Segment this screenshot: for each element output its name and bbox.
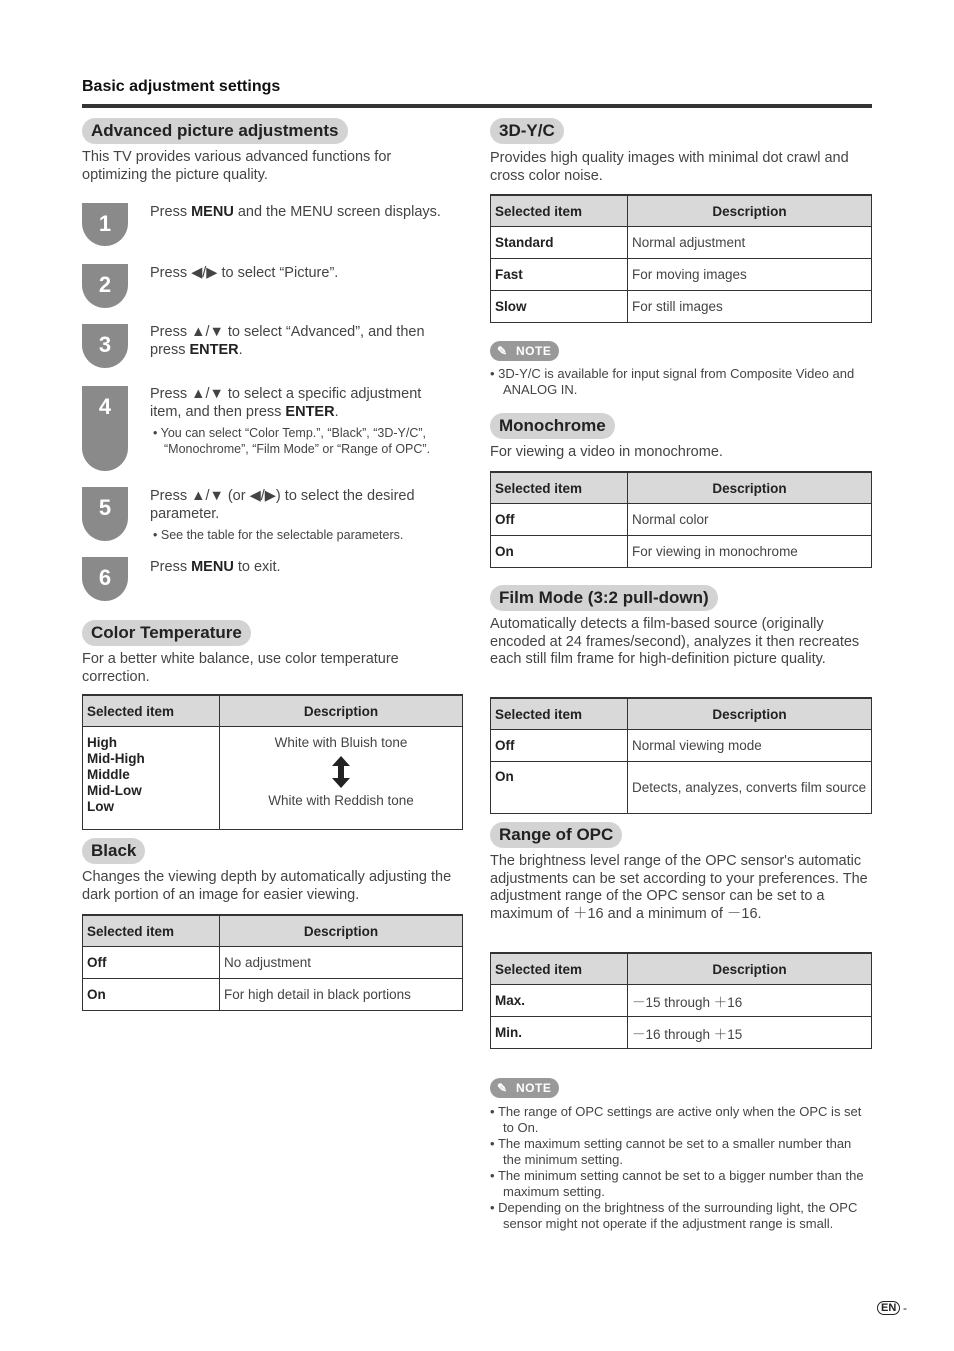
table-cell-item: On	[83, 979, 220, 1011]
table-cell-item: Standard	[491, 227, 628, 259]
section-title-color-temperature: Color Temperature	[82, 620, 251, 646]
desc-bluish: White with Bluish tone	[274, 735, 408, 750]
step-4-content	[150, 386, 455, 457]
step-5-subnote: • See the table for the selectable parameters.	[150, 527, 455, 543]
header-rule	[82, 104, 872, 108]
list-item: Mid-High	[87, 751, 145, 766]
table-row	[491, 985, 872, 1017]
table-cell-description: For moving images	[628, 259, 872, 291]
table-row	[491, 227, 872, 259]
mono-table	[490, 471, 872, 568]
table-header-description: Description	[628, 698, 872, 730]
table-row	[491, 259, 872, 291]
color-temperature-intro: For a better white balance, use color temperature correction.	[82, 651, 399, 685]
table-cell-item: On	[491, 536, 628, 568]
table-row	[491, 730, 872, 762]
table-cell-description: Normal color	[628, 504, 872, 536]
step-1-text: Press MENU and the MENU screen displays.	[150, 204, 441, 220]
language-badge: EN	[877, 1301, 900, 1315]
section-title-3d-yc: 3D-Y/C	[490, 118, 564, 144]
table-cell-description: For viewing in monochrome	[628, 536, 872, 568]
table-row	[491, 291, 872, 323]
table-row	[491, 762, 872, 814]
list-item: • Depending on the brightness of the surrounding light, the OPC sensor might not operate if the adjustment range is small.	[490, 1200, 872, 1232]
table-cell-description: －15 through ＋16	[628, 985, 872, 1017]
table-row	[491, 1017, 872, 1049]
step-3-text: Press ▲/▼ to select “Advanced”, and then press ENTER.	[150, 324, 425, 358]
table-header-item: Selected item	[83, 695, 220, 727]
opc-notes	[490, 1104, 872, 1232]
mono-intro: For viewing a video in monochrome.	[490, 444, 723, 460]
step-5-content	[150, 488, 455, 543]
table-header-description: Description	[628, 472, 872, 504]
color-temperature-table	[82, 694, 463, 830]
table-cell-description: Normal adjustment	[628, 227, 872, 259]
film-table	[490, 697, 872, 814]
table-cell-item: Min.	[491, 1017, 628, 1049]
table-cell-item: Max.	[491, 985, 628, 1017]
step-4-badge: 4	[82, 386, 128, 471]
note-label: NOTE	[516, 344, 552, 358]
yc-notes	[490, 366, 865, 398]
table-header-item: Selected item	[491, 195, 628, 227]
table-cell-item: Fast	[491, 259, 628, 291]
table-row	[491, 504, 872, 536]
step-2-text: Press ◀/▶ to select “Picture”.	[150, 265, 339, 281]
page-dash: -	[903, 1301, 907, 1315]
table-header-item: Selected item	[491, 472, 628, 504]
black-intro: Changes the viewing depth by automatically adjusting the dark portion of an image for easier viewing.	[82, 869, 452, 903]
color-temp-items-cell	[83, 727, 220, 830]
table-header-description: Description	[220, 915, 463, 947]
color-temp-desc-cell	[220, 727, 463, 830]
table-header-item: Selected item	[83, 915, 220, 947]
advanced-intro: This TV provides various advanced functions for optimizing the picture quality.	[82, 149, 392, 183]
step-3-badge: 3	[82, 324, 128, 368]
table-cell-description: Normal viewing mode	[628, 730, 872, 762]
section-title-monochrome: Monochrome	[490, 413, 615, 439]
step-5-text: Press ▲/▼ (or ◀/▶) to select the desired parameter.	[150, 488, 415, 522]
opc-intro: The brightness level range of the OPC sensor's automatic adjustments can be set according to your preferences. The adjustment range of the OPC sensor can be set to a maximum of ＋16 and a minimum of －16.	[490, 853, 868, 922]
yc-intro: Provides high quality images with minimal dot crawl and cross color noise.	[490, 150, 849, 184]
table-row	[83, 979, 463, 1011]
step-4-text: Press ▲/▼ to select a specific adjustment item, and then press ENTER.	[150, 386, 422, 420]
table-header-description: Description	[628, 195, 872, 227]
pencil-icon: ✎	[497, 1081, 508, 1095]
step-2-badge: 2	[82, 264, 128, 308]
step-5-badge: 5	[82, 487, 128, 541]
table-cell-description: No adjustment	[220, 947, 463, 979]
table-row	[491, 536, 872, 568]
table-cell-item: Off	[83, 947, 220, 979]
list-item: Low	[87, 799, 114, 814]
section-title-advanced: Advanced picture adjustments	[82, 118, 348, 144]
list-item: • The minimum setting cannot be set to a bigger number than the maximum setting.	[490, 1168, 872, 1200]
table-cell-item: Off	[491, 730, 628, 762]
table-cell-description: For still images	[628, 291, 872, 323]
table-cell-item: On	[491, 762, 628, 814]
page-header: Basic adjustment settings	[82, 78, 281, 95]
table-header-item: Selected item	[491, 953, 628, 985]
section-title-film-mode: Film Mode (3:2 pull-down)	[490, 585, 718, 611]
step-1-badge: 1	[82, 203, 128, 246]
table-cell-item: Slow	[491, 291, 628, 323]
step-6-badge: 6	[82, 557, 128, 601]
list-item: Mid-Low	[87, 783, 142, 798]
table-cell-description: －16 through ＋15	[628, 1017, 872, 1049]
table-header-item: Selected item	[491, 698, 628, 730]
opc-table	[490, 952, 872, 1049]
black-table	[82, 914, 463, 1011]
section-title-range-of-opc: Range of OPC	[490, 822, 622, 848]
list-item: • The maximum setting cannot be set to a smaller number than the minimum setting.	[490, 1136, 872, 1168]
list-item: • 3D-Y/C is available for input signal from Composite Video and ANALOG IN.	[490, 366, 865, 398]
table-cell-item: Off	[491, 504, 628, 536]
pencil-icon: ✎	[497, 344, 508, 358]
step-6-text: Press MENU to exit.	[150, 559, 281, 575]
film-intro: Automatically detects a film-based source (originally encoded at 24 frames/second), analyzes it then recreates each still film frame for high-definition picture quality.	[490, 616, 860, 667]
list-item: Middle	[87, 767, 130, 782]
yc-table	[490, 194, 872, 323]
desc-reddish: White with Reddish tone	[268, 793, 414, 808]
table-header-description: Description	[628, 953, 872, 985]
table-header-description: Description	[220, 695, 463, 727]
note-badge	[490, 1078, 559, 1098]
list-item: High	[87, 735, 117, 750]
table-row	[83, 947, 463, 979]
table-cell-description: For high detail in black portions	[220, 979, 463, 1011]
section-title-black: Black	[82, 838, 145, 864]
step-4-subnote: • You can select “Color Temp.”, “Black”, “3D-Y/C”, “Monochrome”, “Film Mode” or “Range of OPC”.	[150, 425, 455, 457]
note-label: NOTE	[516, 1081, 552, 1095]
table-cell-description: Detects, analyzes, converts film source	[628, 762, 872, 814]
note-badge	[490, 341, 559, 361]
double-arrow-icon	[224, 756, 458, 791]
list-item: • The range of OPC settings are active only when the OPC is set to On.	[490, 1104, 872, 1136]
